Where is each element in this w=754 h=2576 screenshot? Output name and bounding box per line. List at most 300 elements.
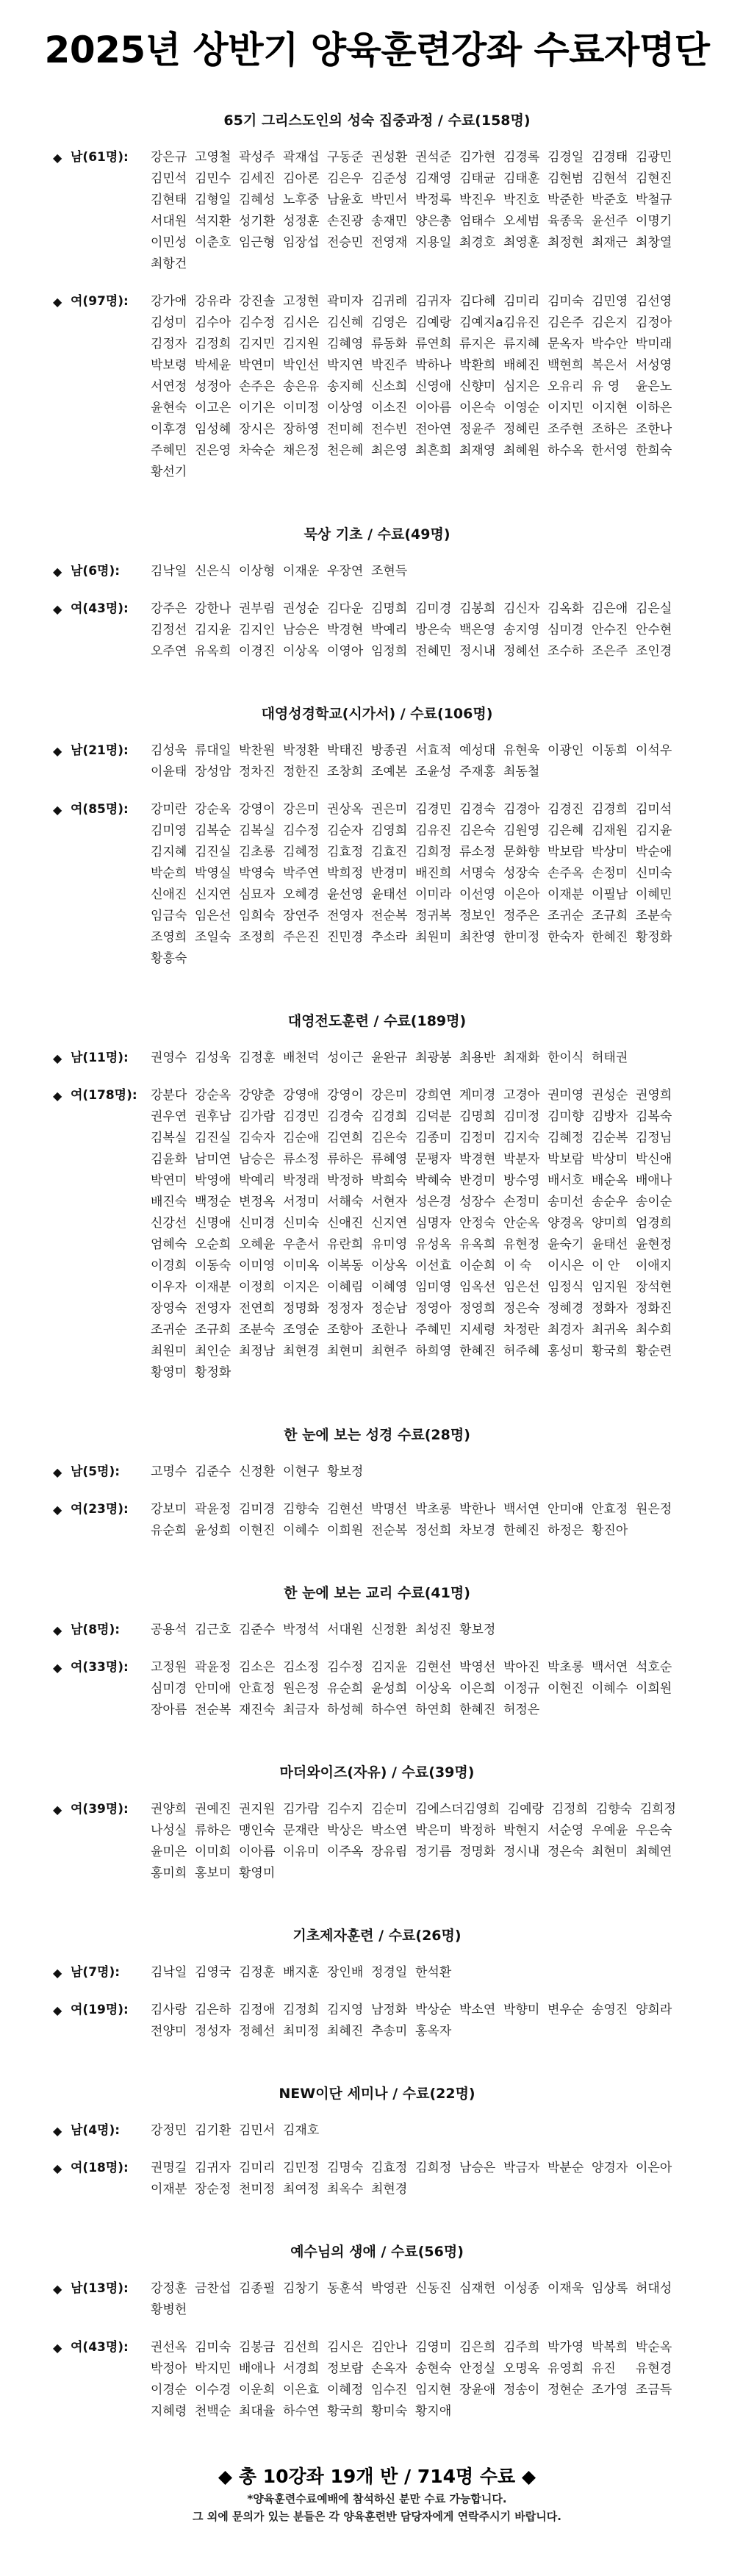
graduate-name: 김은하 (195, 2003, 231, 2017)
graduate-name: 백정순 (195, 1195, 231, 1209)
graduate-name: 이성종 (503, 2281, 540, 2296)
graduate-name: 신정환 (239, 1464, 276, 1479)
graduate-name: 조귀순 (151, 1323, 187, 1337)
graduate-name: 김은숙 (371, 1131, 408, 1145)
graduate-name: 박예리 (239, 1173, 276, 1188)
graduate-name: 이은희 (459, 1681, 496, 1696)
graduate-name: 김지숙 (503, 1131, 540, 1145)
graduate-name: 윤현정 (636, 1237, 672, 1252)
graduate-name: 배지훈 (283, 1965, 320, 1980)
graduate-name: 김지윤 (371, 1660, 408, 1675)
graduate-name: 이지은 (283, 1280, 320, 1295)
graduate-name: 김원영 (503, 823, 540, 838)
graduate-name: 손옥자 (371, 2361, 408, 2376)
graduate-name: 김재호 (283, 2123, 320, 2138)
graduate-name: 김봉희 (459, 601, 496, 616)
graduate-name: 김미영 (151, 823, 187, 838)
graduate-name: 신미숙 (283, 1216, 320, 1231)
graduate-name: 이미영 (239, 1259, 276, 1273)
group-label: 여(43명): (71, 2340, 129, 2355)
graduate-name: 남승은 (459, 2161, 496, 2175)
graduate-name: 서해숙 (327, 1195, 364, 1209)
graduate-name: 박정록 (415, 193, 452, 207)
graduate-name: 조한나 (371, 1323, 408, 1337)
graduate-name: 조창희 (327, 765, 364, 779)
graduate-name: 백현희 (547, 358, 584, 373)
graduate-name: 박영선 (459, 1660, 496, 1675)
graduate-name: 김시은 (283, 315, 320, 330)
graduate-name: 박진우 (459, 193, 496, 207)
diamond-bullet-icon: ◆ (53, 2282, 62, 2296)
graduate-name: 김아론 (283, 171, 320, 186)
graduate-name: 박준한 (547, 193, 584, 207)
graduate-name: 조윤성 (415, 765, 452, 779)
graduate-name: 우춘서 (283, 1237, 320, 1252)
graduate-name: 최정현 (547, 235, 584, 250)
graduate-name: 정차진 (239, 765, 276, 779)
graduate-group (0, 1461, 754, 1483)
graduate-name: 김미경 (415, 601, 452, 616)
graduate-name: 권은미 (371, 802, 408, 817)
graduate-name: 박순애 (636, 845, 672, 859)
graduate-name: 김현선 (327, 1502, 364, 1517)
graduate-name: 박신애 (636, 1152, 672, 1167)
graduate-name: 최은영 (371, 443, 408, 458)
graduate-name: 임상록 (592, 2281, 628, 2296)
graduate-name: 이경희 (151, 1259, 187, 1273)
graduate-name: 강영애 (283, 1088, 320, 1103)
graduate-name: 전영자 (195, 1301, 231, 1316)
graduate-name: 장윤애 (459, 2383, 496, 2397)
graduate-name: 우장연 (327, 564, 364, 579)
graduate-name: 박진주 (371, 358, 408, 373)
graduate-name: 김경희 (371, 1109, 408, 1124)
graduate-name: 문옥자 (547, 337, 584, 351)
graduate-name: 남승은 (239, 1152, 276, 1167)
graduate-name: 김광민 (636, 150, 672, 165)
graduate-name: 김영은 (371, 315, 408, 330)
graduate-name: 류지혜 (503, 337, 540, 351)
course-header: 대영성경학교(시가서) / 수료(106명) (261, 706, 493, 722)
graduate-name: 황순련 (636, 1344, 672, 1359)
graduate-name: 황선기 (151, 465, 187, 479)
graduate-name: 이은효 (283, 2383, 320, 2397)
course-section (0, 524, 754, 662)
graduate-name: 유순희 (327, 1681, 364, 1696)
graduate-name: 최현미 (327, 1344, 364, 1359)
graduate-name: 박태진 (327, 743, 364, 758)
graduate-name: 정혜선 (239, 2024, 276, 2039)
diamond-bullet-icon: ◆ (53, 565, 62, 579)
graduate-name: 장성암 (195, 765, 231, 779)
graduate-name: 곽성주 (239, 150, 276, 165)
graduate-name: 권석준 (415, 150, 452, 165)
graduate-name: 류소정 (283, 1152, 320, 1167)
graduate-name: 박순희 (151, 866, 187, 881)
graduate-name: 유란희 (327, 1237, 364, 1252)
name-list (151, 2158, 698, 2200)
graduate-name: 김경태 (592, 150, 628, 165)
graduate-name: 김현선 (415, 1660, 452, 1675)
graduate-name: 권상옥 (327, 802, 364, 817)
graduate-name: 박초롱 (415, 1502, 452, 1517)
graduate-name: 박혜숙 (415, 1173, 452, 1188)
group-label: 여(39명): (71, 1802, 129, 1817)
graduate-name: 임옥선 (459, 1280, 496, 1295)
graduate-name: 최여정 (283, 2182, 320, 2197)
graduate-name: 노후중 (283, 193, 320, 207)
graduate-name: 권성환 (371, 150, 408, 165)
graduate-name: 유성옥 (415, 1237, 452, 1252)
graduate-name: 황진아 (592, 1523, 628, 1538)
graduate-name: 정은숙 (547, 1845, 584, 1859)
graduate-name: 박영애 (195, 1173, 231, 1188)
graduate-name: 배천덕 (283, 1051, 320, 1065)
graduate-name: 한이식 (547, 1051, 584, 1065)
graduate-name: 송현숙 (415, 2361, 452, 2376)
name-list (151, 2278, 698, 2321)
graduate-name: 정현순 (547, 2383, 584, 2397)
graduate-name: 신명애 (195, 1216, 231, 1231)
graduate-name: 강순옥 (195, 1088, 231, 1103)
graduate-group (0, 2158, 754, 2200)
graduate-name: 김귀자 (415, 294, 452, 309)
diamond-bullet-icon: ◆ (53, 1089, 62, 1103)
graduate-name: 이선영 (459, 887, 496, 902)
graduate-name: 송은유 (283, 379, 320, 394)
graduate-name: 신은식 (195, 564, 231, 579)
graduate-name: 김미경 (239, 1502, 276, 1517)
course-header: 한 눈에 보는 교리 수료(41명) (284, 1585, 470, 1601)
graduate-name: 김정희 (195, 337, 231, 351)
graduate-name: 손주은 (239, 379, 276, 394)
graduate-name: 박경현 (327, 623, 364, 637)
graduate-name: 최수희 (636, 1323, 672, 1337)
group-label: 남(5명): (71, 1464, 121, 1479)
graduate-name: 김유진 (503, 315, 540, 330)
graduate-name: 황병헌 (151, 2303, 187, 2317)
graduate-name: 김경아 (503, 802, 540, 817)
graduate-name: 박민서 (371, 193, 408, 207)
graduate-name: 장시은 (239, 422, 276, 437)
graduate-name: 김영희 (371, 823, 408, 838)
graduate-name: 박지민 (195, 2361, 231, 2376)
graduate-name: 최원미 (151, 1344, 187, 1359)
graduate-name: 김윤화 (151, 1152, 187, 1167)
graduate-name: 김현석 (592, 171, 628, 186)
graduate-name: 최성진 (415, 1622, 452, 1637)
graduate-name: 오유리 (547, 379, 584, 394)
diamond-bullet-icon: ◆ (53, 1966, 62, 1980)
graduate-name: 류혜영 (371, 1152, 408, 1167)
graduate-name: 김에스더 (415, 1802, 464, 1817)
graduate-name: 김정미 (459, 1131, 496, 1145)
graduate-name: 박철규 (636, 193, 672, 207)
graduate-name: 윤태선 (592, 1237, 628, 1252)
graduate-name: 주재홍 (459, 765, 496, 779)
graduate-name: 김경숙 (327, 1109, 364, 1124)
graduate-name: 동훈석 (327, 2281, 364, 2296)
graduate-name: 임은선 (195, 909, 231, 923)
graduate-name: 최현주 (371, 1344, 408, 1359)
graduate-name: 박진호 (503, 193, 540, 207)
graduate-name: 서대원 (151, 214, 187, 229)
graduate-name: 이현구 (283, 1464, 320, 1479)
graduate-name: 임은선 (503, 1280, 540, 1295)
graduate-name: 최혜진 (327, 2024, 364, 2039)
graduate-name: 강보미 (151, 1502, 187, 1517)
course-sections (0, 110, 754, 2422)
graduate-name: 심미경 (547, 623, 584, 637)
graduate-name: 권영희 (636, 1088, 672, 1103)
graduate-name: 김봉금 (239, 2340, 276, 2355)
graduate-name: 류동화 (371, 337, 408, 351)
graduate-name: 이필남 (592, 887, 628, 902)
graduate-name: 조수하 (547, 644, 584, 659)
graduate-name: 이상옥 (371, 1259, 408, 1273)
graduate-name: 강한나 (195, 601, 231, 616)
graduate-name: 심재헌 (459, 2281, 496, 2296)
graduate-name: 박보람 (547, 1152, 584, 1167)
graduate-name: 임정식 (547, 1280, 584, 1295)
course-section (0, 2083, 754, 2200)
graduate-name: 김민수 (195, 171, 231, 186)
graduate-name: 김선희 (283, 2340, 320, 2355)
graduate-name: 이애지 (636, 1259, 672, 1273)
graduate-name: 김유진 (415, 823, 452, 838)
graduate-name: 전혜민 (415, 644, 452, 659)
graduate-name: 윤선영 (327, 887, 364, 902)
graduate-name: 이명기 (636, 214, 672, 229)
graduate-name: 홍미희 (151, 1866, 187, 1881)
graduate-name: 김효진 (371, 845, 408, 859)
graduate-name: 이춘호 (195, 235, 231, 250)
footer-note-attendance: *양육훈련수료예배에 참석하신 분만 수료 가능합니다. (247, 2492, 507, 2505)
graduate-name: 조정희 (239, 930, 276, 945)
graduate-name: 류대일 (195, 743, 231, 758)
graduate-name: 강미란 (151, 802, 187, 817)
graduate-name: 석호순 (636, 1660, 672, 1675)
graduate-name: 황영미 (239, 1866, 276, 1881)
graduate-name: 김귀례 (371, 294, 408, 309)
graduate-name: 박영관 (371, 2281, 408, 2296)
graduate-name: 최용반 (459, 1051, 496, 1065)
course-header: 묵상 기초 / 수료(49명) (304, 526, 450, 543)
graduate-name: 임성혜 (195, 422, 231, 437)
graduate-name: 남미연 (195, 1152, 231, 1167)
graduate-name: 안정실 (459, 2361, 496, 2376)
graduate-name: 김향숙 (283, 1502, 320, 1517)
graduate-name: 심미경 (151, 1681, 187, 1696)
graduate-name: 정기름 (415, 1845, 452, 1859)
graduate-name: 윤선주 (592, 214, 628, 229)
diamond-bullet-icon: ◆ (53, 295, 62, 309)
graduate-name: 성장숙 (503, 866, 540, 881)
graduate-name: 양은총 (415, 214, 452, 229)
graduate-name: 권우연 (151, 1109, 187, 1124)
graduate-name: 김다운 (327, 601, 364, 616)
diamond-bullet-icon: ◆ (53, 1051, 62, 1065)
graduate-name: 정명화 (459, 1845, 496, 1859)
graduate-group (0, 1499, 754, 1542)
graduate-name: 박보람 (547, 845, 584, 859)
graduate-name: 김순복 (592, 1131, 628, 1145)
graduate-name: 이상영 (327, 401, 364, 415)
graduate-name: 최영훈 (503, 235, 540, 250)
graduate-name: 김복순 (195, 823, 231, 838)
graduate-name: 양경옥 (547, 1216, 584, 1231)
graduate-name: 이미옥 (283, 1259, 320, 1273)
graduate-name: 오혜경 (283, 887, 320, 902)
name-list (151, 1461, 698, 1483)
graduate-name: 장인배 (327, 1965, 364, 1980)
graduate-name: 김진실 (195, 1131, 231, 1145)
graduate-name: 이희원 (636, 1681, 672, 1696)
graduate-name: 김은희 (459, 2340, 496, 2355)
graduate-name: 윤은노 (636, 379, 672, 394)
graduate-name: 이우자 (151, 1280, 187, 1295)
total-summary: ◆ 총 10강좌 19개 반 / 714명 수료 ◆ (218, 2466, 536, 2487)
graduate-name: 유옥희 (195, 644, 231, 659)
graduate-name: 임지현 (415, 2383, 452, 2397)
graduate-name: 김미정 (503, 1109, 540, 1124)
graduate-name: 우은숙 (636, 1823, 672, 1838)
graduate-name: 손진광 (327, 214, 364, 229)
graduate-name: 조일숙 (195, 930, 231, 945)
graduate-name: 김사랑 (151, 2003, 187, 2017)
graduate-name: 정주은 (503, 909, 540, 923)
name-list (151, 561, 698, 582)
graduate-name: 서대원 (327, 1622, 364, 1637)
graduate-name: 안정숙 (459, 1216, 496, 1231)
graduate-name: 손정미 (592, 866, 628, 881)
graduate-name: 이은숙 (459, 401, 496, 415)
graduate-name: 김성미 (151, 315, 187, 330)
graduate-name: 윤완규 (371, 1051, 408, 1065)
graduate-name: 반경미 (371, 866, 408, 881)
graduate-name: 박정환 (283, 743, 320, 758)
graduate-name: 문재란 (283, 1823, 320, 1838)
graduate-name: 서명숙 (459, 866, 496, 881)
graduate-name: 황보정 (327, 1464, 364, 1479)
graduate-name: 이미정 (283, 401, 320, 415)
graduate-group (0, 1799, 754, 1884)
name-list (151, 1048, 698, 1069)
graduate-name: 김성욱 (195, 1051, 231, 1065)
group-label: 여(97명): (71, 294, 129, 309)
graduate-name: 유현정 (503, 1237, 540, 1252)
graduate-name: 김소은 (239, 1660, 276, 1675)
graduate-name: 주혜민 (415, 1323, 452, 1337)
graduate-name: 한혜진 (503, 1523, 540, 1538)
graduate-name: 윤성희 (195, 1523, 231, 1538)
graduate-name: 정화진 (636, 1301, 672, 1316)
graduate-name: 강순옥 (195, 802, 231, 817)
diamond-bullet-icon: ◆ (53, 2124, 62, 2138)
graduate-name: 류연희 (415, 337, 452, 351)
graduate-name: 정선희 (415, 1523, 452, 1538)
graduate-name: 전순복 (371, 909, 408, 923)
graduate-name: 김창기 (283, 2281, 320, 2296)
diamond-bullet-icon: ◆ (53, 803, 62, 817)
graduate-name: 조귀순 (547, 909, 584, 923)
graduate-name: 신미숙 (636, 866, 672, 881)
graduate-name: 김은애 (592, 601, 628, 616)
graduate-name: 한숙자 (547, 930, 584, 945)
diamond-bullet-icon: ◆ (53, 2341, 62, 2355)
diamond-bullet-icon: ◆ (53, 2161, 62, 2175)
graduate-name: 김순미 (371, 1802, 408, 1817)
course-section (0, 1925, 754, 2042)
graduate-name: 정시내 (503, 1845, 540, 1859)
graduate-name: 김진실 (195, 845, 231, 859)
graduate-name: 남승은 (283, 623, 320, 637)
graduate-name: 지세령 (459, 1323, 496, 1337)
graduate-name: 황국희 (327, 2404, 364, 2419)
graduate-name: 김옥화 (547, 601, 584, 616)
graduate-name: 백서연 (503, 1502, 540, 1517)
graduate-name: 김경록 (503, 150, 540, 165)
graduate-name: 정성자 (195, 2024, 231, 2039)
graduate-name: 임금숙 (151, 909, 187, 923)
graduate-name: 이광인 (547, 743, 584, 758)
graduate-name: 서연정 (151, 379, 187, 394)
group-label: 남(61명): (71, 150, 129, 165)
graduate-name: 전영자 (327, 909, 364, 923)
graduate-name: 백서연 (592, 1660, 628, 1675)
graduate-name: 박희숙 (371, 1173, 408, 1188)
graduate-name: 권예진 (195, 1802, 231, 1817)
graduate-name: 김신혜 (327, 315, 364, 330)
graduate-name: 서현자 (371, 1195, 408, 1209)
graduate-name: 김정훈 (239, 1051, 276, 1065)
graduate-name: 서정미 (283, 1195, 320, 1209)
graduate-group (0, 799, 754, 970)
graduate-name: 최동철 (503, 765, 540, 779)
graduate-name: 김숙자 (239, 1131, 276, 1145)
graduate-name: 강은미 (371, 1088, 408, 1103)
graduate-name: 하수연 (371, 1703, 408, 1717)
graduate-name: 안미애 (547, 1502, 584, 1517)
graduate-name: 남윤호 (327, 193, 364, 207)
graduate-name: 김예지a (459, 315, 503, 330)
graduate-name: 심묘자 (239, 887, 276, 902)
graduate-name: 한혜진 (592, 930, 628, 945)
graduate-name: 이주옥 (327, 1845, 364, 1859)
graduate-name: 원은정 (636, 1502, 672, 1517)
graduate-name: 조주현 (547, 422, 584, 437)
graduate-name: 김지원 (283, 337, 320, 351)
graduate-name: 이상형 (239, 564, 276, 579)
graduate-name: 차숙순 (239, 443, 276, 458)
graduate-group (0, 1962, 754, 1983)
graduate-name: 최경호 (459, 235, 496, 250)
graduate-name: 고명수 (151, 1464, 187, 1479)
graduate-name: 김수지 (327, 1802, 364, 1817)
graduate-name: 정보인 (459, 909, 496, 923)
graduate-name: 김지윤 (636, 823, 672, 838)
course-header: NEW이단 세미나 / 수료(22명) (279, 2086, 475, 2102)
diamond-bullet-icon: ◆ (53, 1623, 62, 1637)
graduate-name: 박수안 (592, 337, 628, 351)
group-label: 여(43명): (71, 601, 129, 616)
graduate-name: 안효정 (592, 1502, 628, 1517)
graduate-name: 정정자 (327, 1301, 364, 1316)
graduate-name: 서성영 (636, 358, 672, 373)
graduate-name: 정경일 (371, 1965, 408, 1980)
graduate-name: 윤미은 (151, 1845, 187, 1859)
graduate-name: 박소연 (371, 1823, 408, 1838)
